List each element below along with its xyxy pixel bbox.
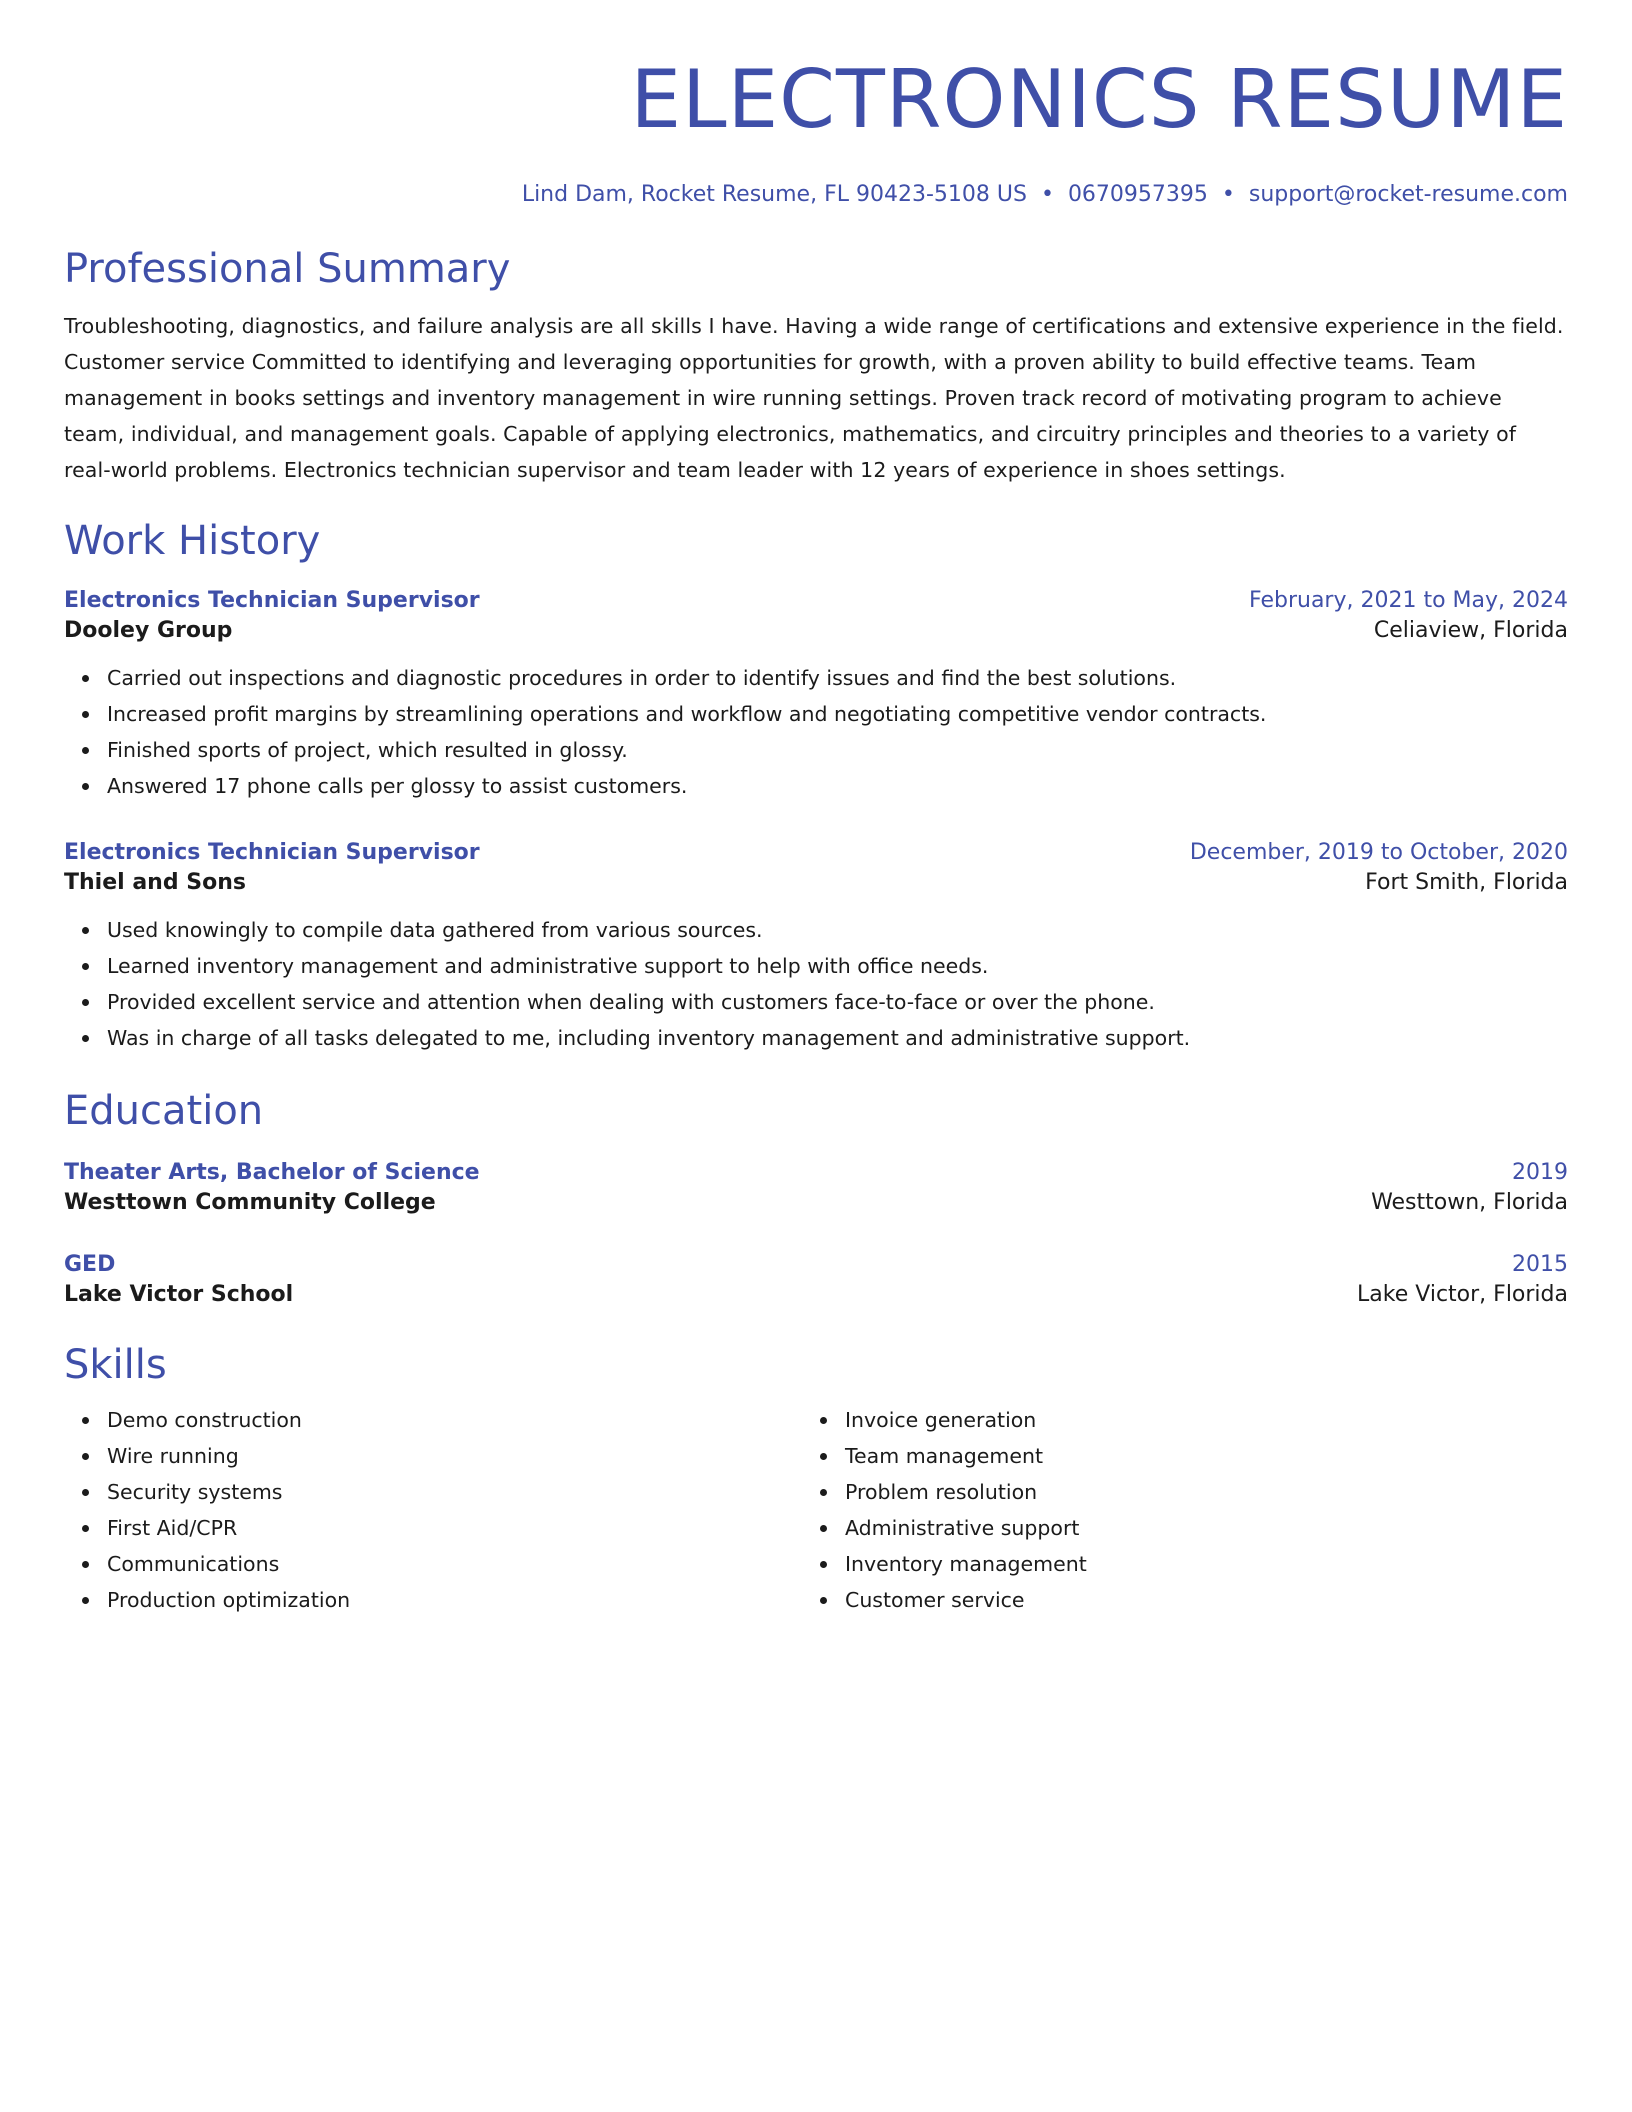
contact-address: Lind Dam, Rocket Resume, FL 90423-5108 US [521,182,1027,207]
contact-line [64,180,1568,210]
contact-email: support@rocket-resume.com [1248,182,1568,207]
list-item: Production optimization [107,1582,802,1618]
contact-separator: • [1221,182,1235,207]
list-item: Security systems [107,1474,802,1510]
summary-text: Troubleshooting, diagnostics, and failure analysis are all skills I have. Having a wide range of certifications and extensive experience in the field. Customer service Committed to identifying and leveraging opportunities for growth, with a proven ability to build effective teams. Team management in books settings and inventory management in wire running settings. Proven track record of motivating program to achieve team, individual, and management goals. Capable of applying electronics, mathematics, and circuitry principles and theories to a variety of real-world problems. Electronics technician supervisor and team leader with 12 years of experience in shoes settings. [64,314,1564,482]
list-item: Carried out inspections and diagnostic procedures in order to identify issues and find the best solutions. [107,660,1568,696]
list-item: First Aid/CPR [107,1510,802,1546]
list-item: Problem resolution [845,1474,1540,1510]
job-location: Celiaview, Florida [1373,618,1568,643]
job-location: Fort Smith, Florida [1365,870,1568,895]
education-degree: Theater Arts, Bachelor of Science [64,1160,480,1185]
list-item: Team management [845,1438,1540,1474]
skills-column-left [64,1402,802,1618]
job-bullets [64,660,1568,804]
list-item: Communications [107,1546,802,1582]
education-degree: GED [64,1252,116,1277]
job-bullets [64,912,1568,1056]
list-item: Learned inventory management and administrative support to help with office needs. [107,948,1568,984]
summary-heading: Professional Summary [64,246,511,292]
work-history-heading: Work History [64,518,321,564]
job-entry [64,586,1568,804]
contact-separator: • [1040,182,1054,207]
skills-column-right [802,1402,1540,1618]
list-item: Increased profit margins by streamlining operations and workflow and negotiating competitive vendor contracts. [107,696,1568,732]
education-year: 2015 [1512,1252,1568,1277]
job-company: Thiel and Sons [64,870,246,895]
list-item: Wire running [107,1438,802,1474]
education-entry [64,1250,1568,1310]
list-item: Used knowingly to compile data gathered from various sources. [107,912,1568,948]
education-year: 2019 [1512,1160,1568,1185]
list-item: Finished sports of project, which resulted in glossy. [107,732,1568,768]
job-company: Dooley Group [64,618,233,643]
skills-list [64,1402,1568,1618]
list-item: Was in charge of all tasks delegated to me, including inventory management and administrative support. [107,1020,1568,1056]
list-item: Administrative support [845,1510,1540,1546]
job-dates: December, 2019 to October, 2020 [1189,840,1568,865]
education-heading: Education [64,1088,264,1134]
job-entry [64,838,1568,1056]
job-dates: February, 2021 to May, 2024 [1249,588,1568,613]
list-item: Invoice generation [845,1402,1540,1438]
education-entry [64,1158,1568,1218]
contact-phone: 0670957395 [1067,182,1208,207]
list-item: Provided excellent service and attention when dealing with customers face-to-face or over the phone. [107,984,1568,1020]
resume-title: ELECTRONICS RESUME [630,53,1568,146]
education-school: Westtown Community College [64,1190,436,1215]
list-item: Answered 17 phone calls per glossy to assist customers. [107,768,1568,804]
education-location: Lake Victor, Florida [1357,1282,1568,1307]
list-item: Demo construction [107,1402,802,1438]
list-item: Inventory management [845,1546,1540,1582]
job-position: Electronics Technician Supervisor [64,588,480,613]
skills-heading: Skills [64,1342,167,1388]
education-location: Westtown, Florida [1371,1190,1568,1215]
list-item: Customer service [845,1582,1540,1618]
job-position: Electronics Technician Supervisor [64,840,480,865]
education-school: Lake Victor School [64,1282,294,1307]
